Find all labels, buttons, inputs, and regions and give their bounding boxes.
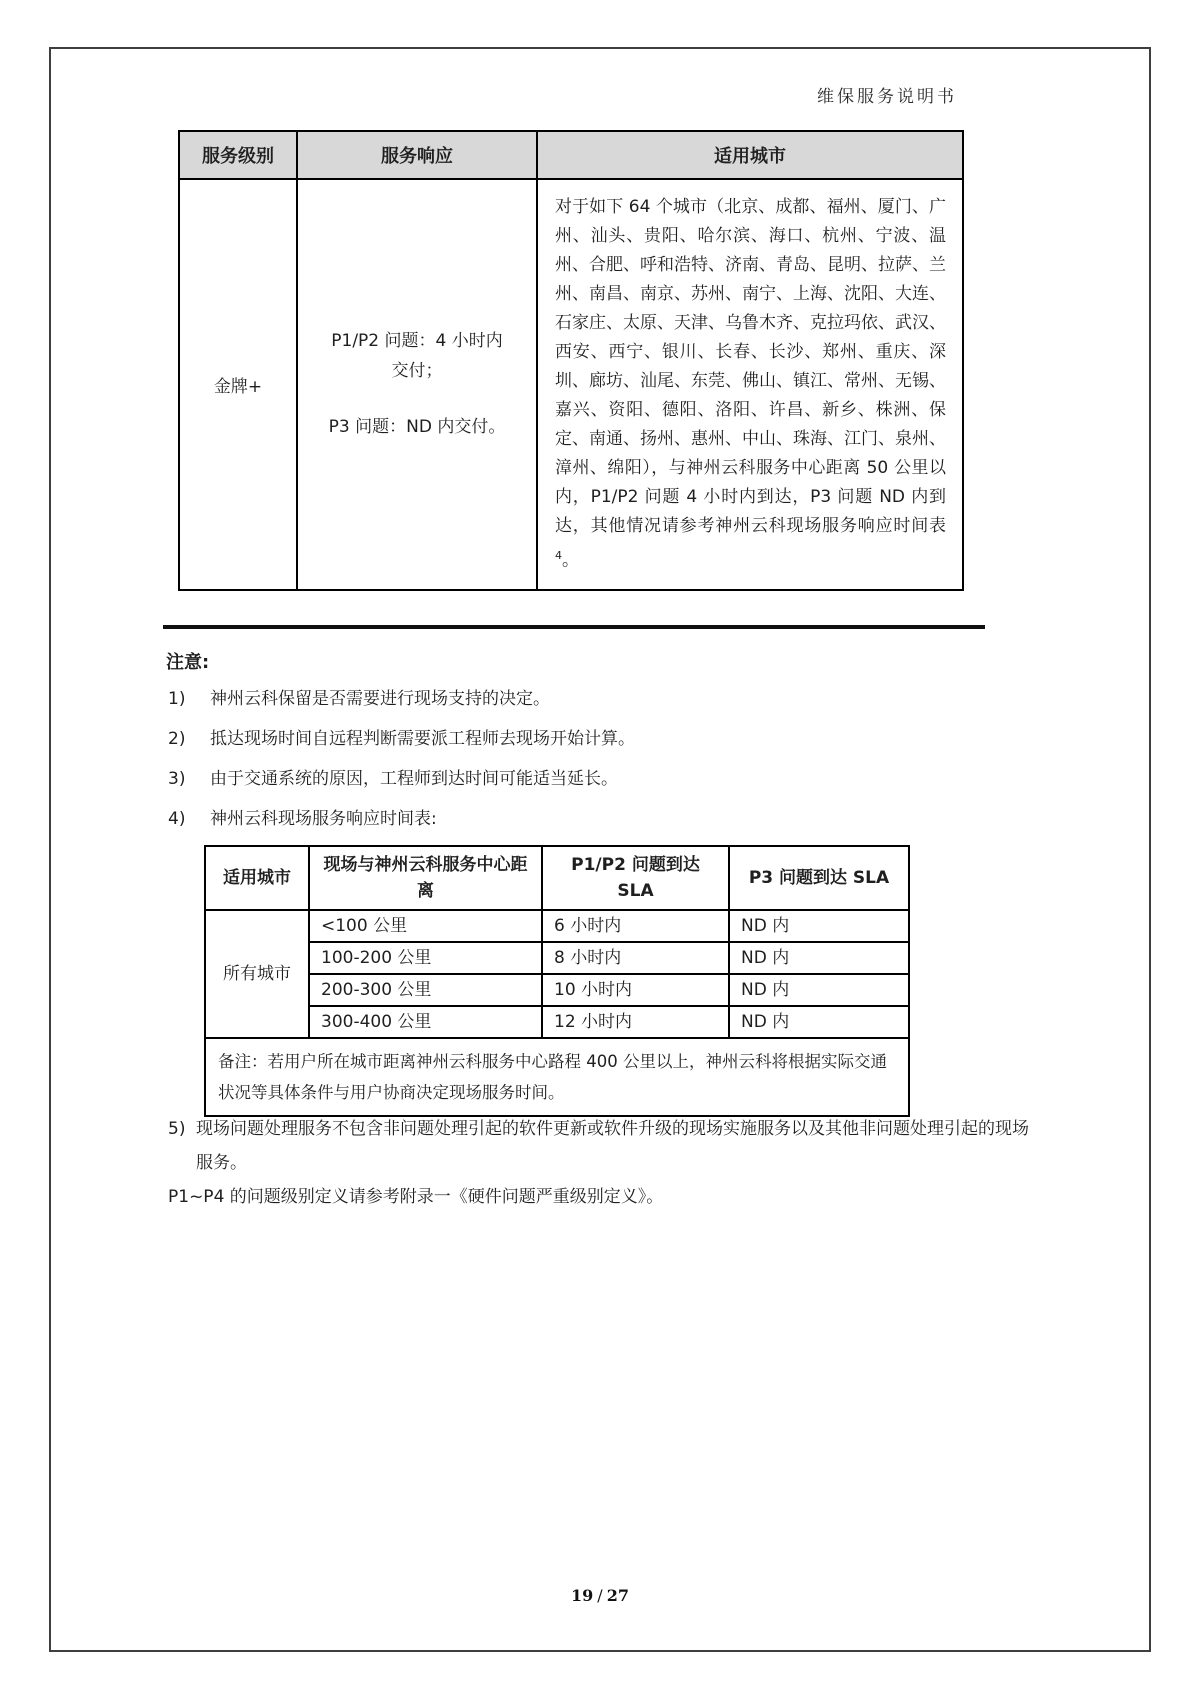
note-item-1 (168, 688, 635, 711)
distance-value: <100 公里 (309, 910, 542, 942)
service-level-value: 金牌+ (179, 179, 297, 590)
note-item-3 (168, 768, 635, 791)
service-response-cell (297, 179, 537, 590)
header-p3-sla: P3 问题到达 SLA (729, 846, 909, 910)
document-header-title: 维保服务说明书 (817, 87, 957, 107)
table-row (205, 1006, 909, 1038)
current-page: 19 (571, 1586, 594, 1605)
header-p1p2-sla: P1/P2 问题到达 SLA (542, 846, 729, 910)
note-number: 1) (168, 689, 186, 709)
notice-heading: 注意: (166, 652, 210, 673)
distance-value: 300-400 公里 (309, 1006, 542, 1038)
response-time-table (204, 845, 910, 1117)
note-text: 由于交通系统的原因，工程师到达时间可能适当延长。 (210, 769, 618, 789)
note-number: 4) (168, 809, 186, 829)
header-distance: 现场与神州云科服务中心距离 (309, 846, 542, 910)
note-item-4 (168, 808, 635, 831)
note-number: 3) (168, 769, 186, 789)
table-row (205, 942, 909, 974)
footnote-reference: 4 (555, 549, 562, 562)
table-remark: 备注：若用户所在城市距离神州云科服务中心路程 400 公里以上，神州云科将根据实际交通状况等具体条件与用户协商决定现场服务时间。 (205, 1038, 909, 1116)
p1p2-sla-value: 8 小时内 (542, 942, 729, 974)
note-number: 5) (168, 1119, 186, 1139)
page-number (0, 1586, 1200, 1605)
distance-value: 100-200 公里 (309, 942, 542, 974)
cities-paragraph-end: 。 (562, 550, 579, 571)
table-row (205, 910, 909, 942)
response-table-header-row (205, 846, 909, 910)
note-number: 2) (168, 729, 186, 749)
p3-sla-value: ND 内 (729, 974, 909, 1006)
p1p2-sla-value: 6 小时内 (542, 910, 729, 942)
city-scope-value: 所有城市 (205, 910, 309, 1038)
p3-sla-value: ND 内 (729, 910, 909, 942)
note-text: 神州云科现场服务响应时间表: (210, 809, 437, 829)
page-separator: / (597, 1586, 603, 1605)
header-service-response: 服务响应 (297, 131, 537, 179)
note-item-2 (168, 728, 635, 751)
note-text: 现场问题处理服务不包含非问题处理引起的软件更新或软件升级的现场实施服务以及其他非问题处理引起的现场服务。 (196, 1119, 1029, 1173)
service-table-row (179, 179, 963, 590)
service-level-table (178, 130, 964, 591)
note-item-5 (168, 1112, 1038, 1180)
p1p2-sla-value: 12 小时内 (542, 1006, 729, 1038)
table-row (205, 974, 909, 1006)
p3-sla-value: ND 内 (729, 942, 909, 974)
applicable-cities-cell (537, 179, 963, 590)
closing-line: P1~P4 的问题级别定义请参考附录一《硬件问题严重级别定义》。 (168, 1187, 664, 1207)
response-line-p3: P3 问题：ND 内交付。 (328, 417, 506, 438)
p3-sla-value: ND 内 (729, 1006, 909, 1038)
table-remark-row (205, 1038, 909, 1116)
section-divider (163, 625, 985, 629)
p1p2-sla-value: 10 小时内 (542, 974, 729, 1006)
total-pages: 27 (606, 1586, 629, 1605)
notes-list (168, 688, 635, 848)
distance-value: 200-300 公里 (309, 974, 542, 1006)
note-text: 神州云科保留是否需要进行现场支持的决定。 (210, 689, 550, 709)
header-service-level: 服务级别 (179, 131, 297, 179)
header-city-scope: 适用城市 (205, 846, 309, 910)
service-table-header-row (179, 131, 963, 179)
cities-paragraph: 对于如下 64 个城市（北京、成都、福州、厦门、广州、汕头、贵阳、哈尔滨、海口、杭州、宁波、温州、合肥、呼和浩特、济南、青岛、昆明、拉萨、兰州、南昌、南京、苏州、南宁、上海、沈阳、大连、石家庄、太原、天津、乌鲁木齐、克拉玛依、武汉、西安、西宁、银川、长春、长沙、郑州、重庆、深圳、廊坊、汕尾、东莞、佛山、镇江、常州、无锡、嘉兴、资阳、德阳、洛阳、许昌、新乡、株洲、保定、南通、扬州、惠州、中山、珠海、江门、泉州、漳州、绵阳），与神州云科服务中心距离 50 公里以内，P1/P2 问题 4 小时内到达，P3 问题 ND 内到达，其他情况请参考神州云科现场服务响应时间表 (555, 197, 946, 536)
note-text: 抵达现场时间自远程判断需要派工程师去现场开始计算。 (210, 729, 635, 749)
header-applicable-cities: 适用城市 (537, 131, 963, 179)
response-line-p1p2: P1/P2 问题：4 小时内交付； (331, 331, 503, 382)
